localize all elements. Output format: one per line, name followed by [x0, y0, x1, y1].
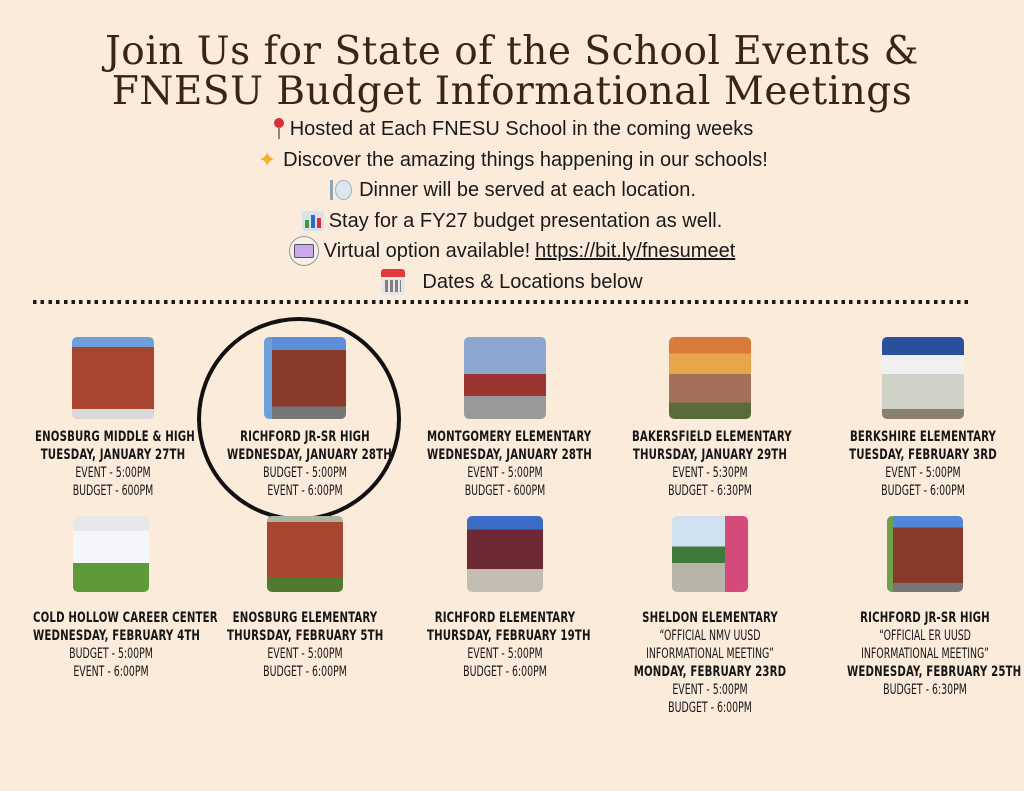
school-photo-cold-hollow: [73, 516, 149, 592]
school-photo-bakersfield: [669, 337, 751, 419]
event-card: COLD HOLLOW CAREER CENTER WEDNESDAY, FEBRUARY 4TH BUDGET - 5:00PM EVENT - 6:00PM: [11, 516, 211, 681]
flyer-title: [0, 29, 1024, 114]
school-photo-richford-jrsr-2: [887, 516, 963, 592]
school-photo-richford-elem: [467, 516, 543, 592]
info-virtual: Virtual option available! https://bit.ly/fnesumeet: [0, 236, 1024, 267]
info-budget: Stay for a FY27 budget presentation as well.: [0, 206, 1024, 237]
info-discover: ✦ Discover the amazing things happening in our schools!: [257, 146, 768, 172]
info-hosted: Hosted at Each FNESU School in the coming weeks: [0, 114, 1024, 145]
virtual-meeting-link[interactable]: https://bit.ly/fnesumeet: [535, 240, 736, 262]
title-line-1: Join Us for State of the School Events &: [105, 29, 919, 74]
info-list: [0, 114, 1024, 297]
event-card: MONTGOMERY ELEMENTARY WEDNESDAY, JANUARY 28TH EVENT - 5:00PM BUDGET - 600PM: [405, 337, 605, 500]
school-photo-enosburg-elem: [267, 516, 343, 592]
fork-plate-icon: [328, 178, 354, 202]
event-card: BERKSHIRE ELEMENTARY TUESDAY, FEBRUARY 3RD EVENT - 5:00PM BUDGET - 6:00PM: [823, 337, 1023, 500]
pin-icon: [271, 117, 285, 141]
event-card: BAKERSFIELD ELEMENTARY THURSDAY, JANUARY 29TH EVENT - 5:30PM BUDGET - 6:30PM: [610, 337, 810, 500]
video-conference-icon: [289, 236, 319, 266]
school-photo-montgomery: [464, 337, 546, 419]
event-card: ENOSBURG MIDDLE & HIGH TUESDAY, JANUARY 27TH EVENT - 5:00PM BUDGET - 600PM: [13, 337, 213, 500]
bar-chart-icon: [302, 211, 324, 231]
event-card: SHELDON ELEMENTARY “OFFICIAL NMV UUSD INFORMATIONAL MEETING” MONDAY, FEBRUARY 23RD EVENT - 5:00PM BUDGET - 6:00PM: [610, 516, 810, 717]
event-card: RICHFORD JR-SR HIGH “OFFICIAL ER UUSD INFORMATIONAL MEETING” WEDNESDAY, FEBRUARY 25TH BUDGET - 6:30PM: [825, 516, 1024, 699]
sparkles-icon: ✦: [257, 146, 277, 172]
title-line-2: FNESU Budget Informational Meetings: [111, 69, 913, 114]
dotted-divider: [33, 300, 970, 304]
school-photo-berkshire: [882, 337, 964, 419]
school-photo-richford-jrsr: [264, 337, 346, 419]
event-card: ENOSBURG ELEMENTARY THURSDAY, FEBRUARY 5TH EVENT - 5:00PM BUDGET - 6:00PM: [205, 516, 405, 681]
event-card: RICHFORD JR-SR HIGH WEDNESDAY, JANUARY 28TH BUDGET - 5:00PM EVENT - 6:00PM: [205, 337, 405, 500]
school-photo-sheldon: [672, 516, 748, 592]
info-dinner: Dinner will be served at each location.: [0, 175, 1024, 206]
calendar-icon: [381, 269, 405, 295]
school-photo-enosburg-mh: [72, 337, 154, 419]
event-card: RICHFORD ELEMENTARY THURSDAY, FEBRUARY 19TH EVENT - 5:00PM BUDGET - 6:00PM: [405, 516, 605, 681]
info-dates: Dates & Locations below: [0, 267, 1024, 298]
